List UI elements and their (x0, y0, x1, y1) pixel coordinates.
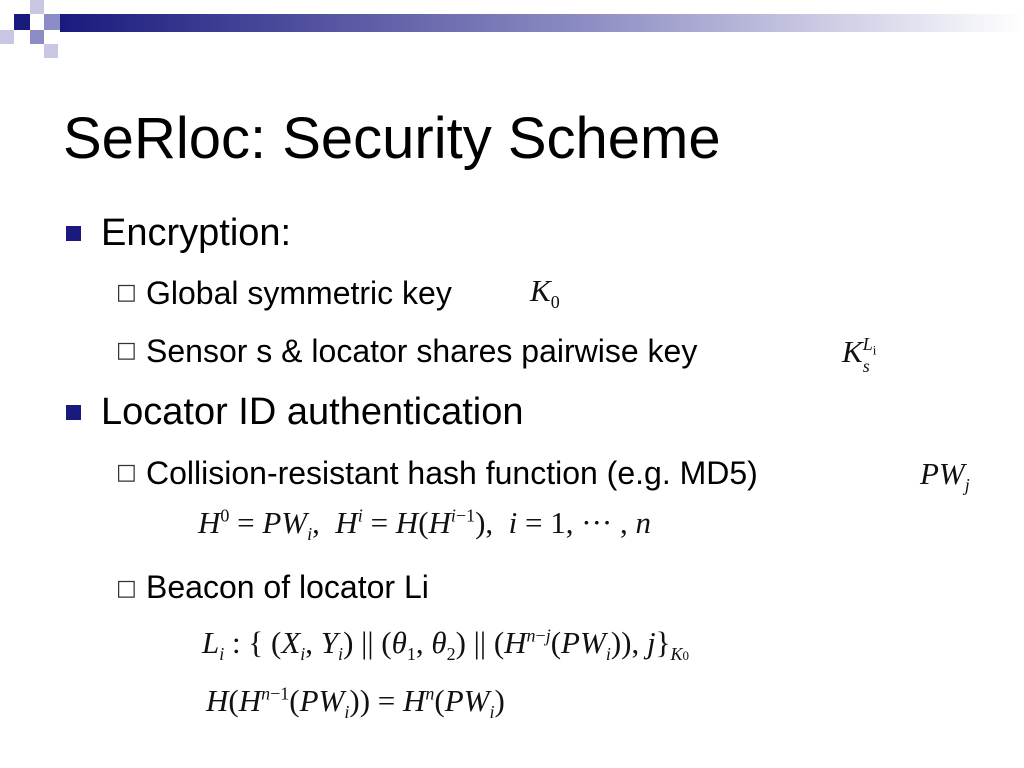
math-pwj: $PW_j$ (920, 456, 970, 496)
math-pairwise-key: $KL_i$ s (842, 333, 877, 377)
math-hash-chain-equation: $H^0 = PW_i$, $H^i = H(H^{i-1})$, i = 1, ··· , n (198, 505, 651, 545)
header-decoration (0, 0, 1024, 70)
decor-square-mid (30, 30, 44, 44)
hollow-square-bullet-icon: □ (116, 338, 137, 363)
math-k0: $K_0$ (530, 273, 560, 313)
hollow-square-bullet-icon: □ (116, 280, 137, 305)
bullet-encryption: Encryption: (101, 212, 292, 254)
sub-bullet-hash-function: Collision-resistant hash function (e.g. MD5) (146, 455, 758, 491)
hollow-square-bullet-icon: □ (116, 460, 137, 485)
slide-title: SeRloc: Security Scheme (63, 106, 721, 171)
filled-square-bullet-icon (66, 405, 81, 420)
decor-square-light (0, 30, 14, 44)
sub-bullet-pairwise-key: Sensor s & locator shares pairwise key (146, 333, 698, 369)
decor-square-light (44, 44, 58, 58)
decor-square-mid (44, 14, 60, 30)
sub-bullet-global-key: Global symmetric key (146, 275, 452, 311)
decor-gradient-bar (0, 0, 1024, 70)
decor-square-light (30, 0, 44, 14)
math-hash-identity: $H(H^{n-1}(PW_i)) = H^n(PW_i)$ (206, 683, 505, 723)
decor-square-dark (14, 14, 30, 30)
sub-bullet-beacon: Beacon of locator Li (146, 569, 429, 605)
bullet-locator-auth: Locator ID authentication (101, 391, 524, 433)
hollow-square-bullet-icon: □ (116, 576, 137, 601)
filled-square-bullet-icon (66, 226, 81, 241)
math-beacon-format: $L_i$ : { ($X_i$, $Y_i$) || ($\theta_1$, $\theta_2$) || $(H^{n-j}(PW_i))$, $j\}_{K0}$ (202, 625, 690, 665)
